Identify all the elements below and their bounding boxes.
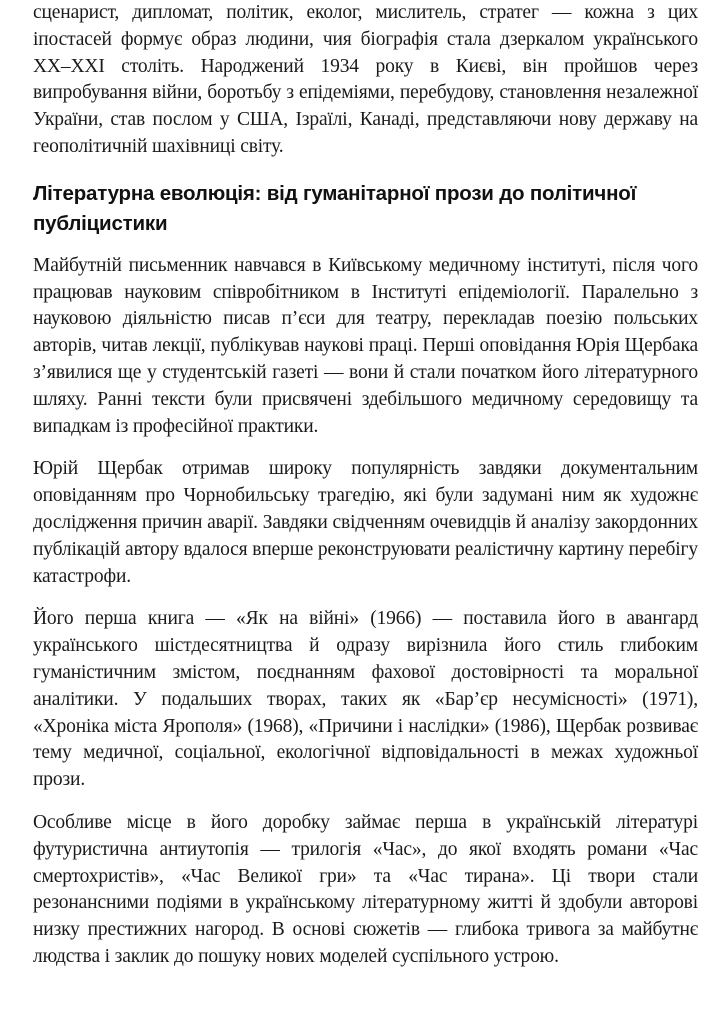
- paragraph-chernobyl: Юрій Щербак отримав широку популярність завдяки документальним оповіданням про Чорнобильську трагедію, які були задумані ним як художнє дослідження причин аварії. Завдяки свідченням очевидців й аналізу закордонних публікацій автору вдалося вперше реконструювати реалістичну картину перебігу катастрофи.: [33, 458, 698, 587]
- document-page: [33, 0, 698, 971]
- paragraph-trilogy: Особливе місце в його доробку займає перша в українській літературі футуристична антиутопія — трилогія «Час», до якої входять романи «Час смертохристів», «Час Великої гри» та «Час тирана». Ці твори стали резонансними подіями в українському літературному житті й здобули авторові низку престижних нагород. В основі сюжетів — глибока тривога за майбутнє людства і заклик до пошуку нових моделей суспільного устрою.: [33, 811, 698, 967]
- paragraph-first-book: Його перша книга — «Як на війні» (1966) — поставила його в авангард українського шістдесятництва й одразу вирізнила його стиль глибоким гуманістичним змістом, поєднанням фахової достовірності та моральної аналітики. У подальших творах, таких як «Бар’єр несумісності» (1971), «Хроніка міста Ярополя» (1968), «Причини і наслідки» (1986), Щербак розвиває тему медичної, соціальної, екологічної відповідальності в межах художньої прози.: [33, 608, 698, 791]
- paragraph-education: Майбутній письменник навчався в Київському медичному інституті, після чого працював науковим співробітником в Інституті епідеміології. Паралельно з науковою діяльністю писав п’єси для театру, перекладав поезію польських авторів, читав лекції, публікував наукові праці. Перші оповідання Юрія Щербака з’явилися ще у студентській газеті — вони й стали початком його літературного шляху. Ранні тексти були присвячені здебільшого медичному середовищу та випадкам із професійної практики.: [33, 254, 698, 437]
- section-heading: Літературна еволюція: від гуманітарної прози до політичної публіцистики: [33, 181, 637, 235]
- intro-paragraph: сценарист, дипломат, політик, еколог, мислитель, стратег — кожна з цих іпостасей формує образ людини, чия біографія стала дзеркалом українського XX–XXI століть. Народжений 1934 року в Києві, він пройшов через випробування війни, боротьбу з епідеміями, перебудову, становлення незалежної України, став послом у США, Ізраїлі, Канаді, представляючи нову державу на геополітичній шахівниці світу.: [33, 2, 698, 157]
